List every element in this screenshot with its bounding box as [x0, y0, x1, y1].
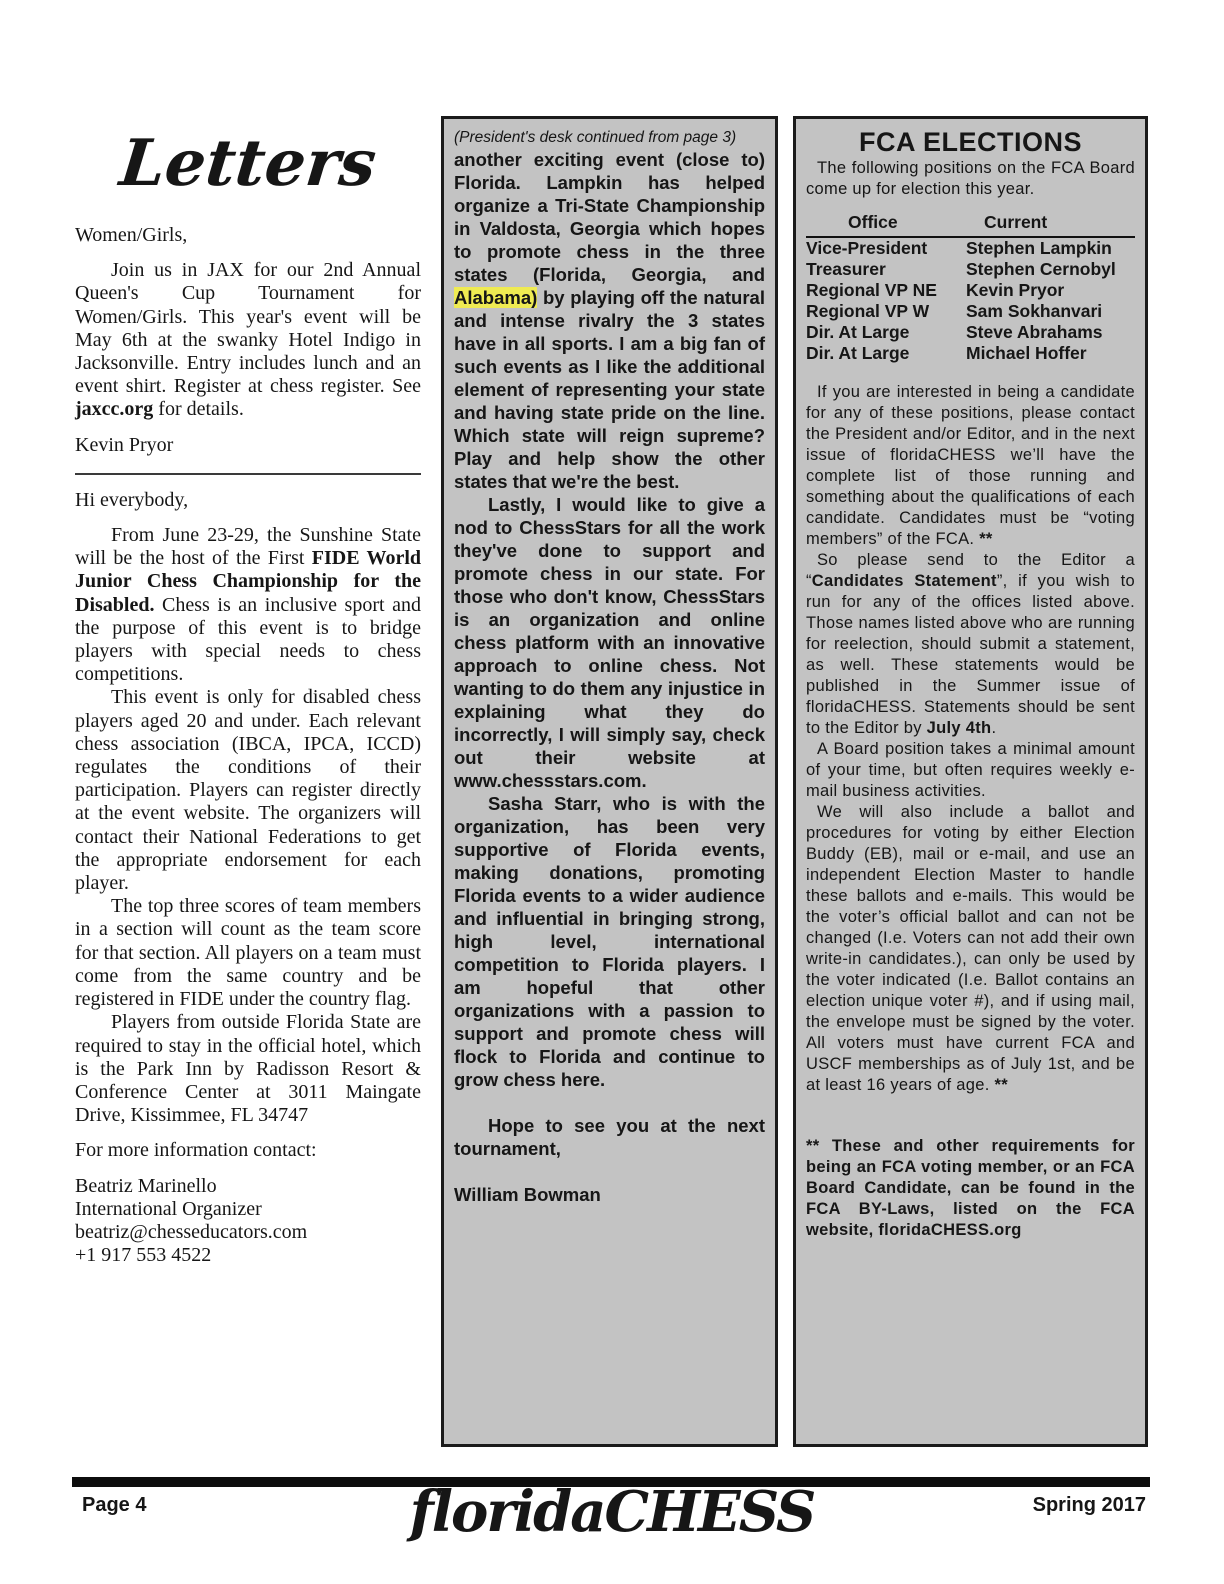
paragraph-segment: From June 23-29, the Sunshine State will be the host of the First — [75, 524, 421, 570]
fca-paragraph-2 — [806, 550, 1135, 739]
letter-divider — [75, 473, 421, 475]
fca-elections-panel — [793, 116, 1148, 1447]
contact-phone: +1 917 553 4522 — [75, 1244, 212, 1267]
office-cell: Dir. At Large — [806, 343, 910, 363]
magazine-logo: floridaCHESS — [409, 1479, 815, 1545]
paragraph-segment: If you are interested in being a candidate for any of these positions, please contact the President and/or Editor, and in the next issue of floridaCHESS we’ll have the complete list of those running and something about the qualifications of each candidate. Candidates must be “voting members” of the FCA. — [806, 383, 1135, 548]
bold-text: jaxcc.org — [75, 398, 154, 421]
office-cell: Regional VP W — [806, 301, 930, 321]
presidents-desk-panel — [441, 116, 778, 1447]
footnote-marker: ** — [994, 1076, 1008, 1094]
current-cell: Stephen Lampkin — [966, 238, 1112, 258]
current-cell: Sam Sokhanvari — [966, 301, 1103, 321]
letter2-salutation: Hi everybody, — [75, 488, 189, 511]
fca-footnote: ** These and other requirements for being an FCA voting member, or an FCA Board Candidate, can be found in the FCA BY-Laws, listed on the FCA website, floridaCHESS.org — [806, 1137, 1135, 1239]
presidents-desk-paragraph-2: Lastly, I would like to give a nod to ChessStars for all the work they've done to support and promote chess in our state. For those who don't know, ChessStars is an organization and online chess platform with an innovative approach to online chess. Not wanting to do them any injustice in explaining what they do incorrectly, I will simply say, check out their website at www.chessstars.com. — [454, 494, 765, 791]
letter1-signature: Kevin Pryor — [75, 433, 174, 456]
office-cell: Treasurer — [806, 259, 886, 279]
contact-intro: For more information contact: — [75, 1139, 317, 1162]
paragraph-segment: . — [991, 719, 997, 737]
table-row — [806, 343, 1135, 364]
office-cell: Dir. At Large — [806, 322, 910, 342]
paragraph-segment: for details. — [153, 398, 244, 421]
office-cell: Vice-President — [806, 238, 928, 258]
fca-elections-title: FCA ELECTIONS — [858, 127, 1082, 157]
office-cell: Regional VP NE — [806, 280, 937, 300]
presidents-desk-paragraph-1 — [454, 148, 765, 493]
table-row — [806, 259, 1135, 280]
letter2-paragraph-3: The top three scores of team members in a section will count as the team score for that section. All players on a team must come from the same country and be registered in FIDE under the country flag. — [75, 895, 421, 1011]
table-row — [806, 301, 1135, 322]
fca-positions-table — [806, 212, 1135, 364]
table-header-row — [806, 212, 1135, 238]
paragraph-segment: Chess is an inclusive sport and the purpose of this event is to bridge players with special needs to chess competitions. — [75, 593, 421, 686]
fca-paragraph-3: A Board position takes a minimal amount of your time, but often requires weekly e-mail business activities. — [806, 740, 1135, 800]
bold-text: July 4th — [926, 719, 992, 737]
column-header-current: Current — [984, 212, 1048, 232]
paragraph-segment: So please send to the Editor a “ — [806, 551, 1135, 590]
table-row — [806, 280, 1135, 301]
contact-block — [75, 1175, 421, 1268]
paragraph-segment: by playing off the natural and intense rivalry the 3 states have in all sports. I am a big fan of such events as I like the additional element of representing your state and having state pride on the line. Which state will reign supreme? Play and help show the other states that we're the best. — [454, 287, 765, 492]
fca-paragraph-1 — [806, 382, 1135, 550]
paragraph-segment: another exciting event (close to) Florida. Lampkin has helped organize a Tri-State Championship in Valdosta, Georgia which hopes to promote chess in the three states (Florida, Georgia, and — [454, 149, 765, 285]
fca-paragraph-4 — [806, 802, 1135, 1096]
presidents-desk-paragraph-3: Sasha Starr, who is with the organization, has been very supportive of Florida events, making donations, promoting Florida events to a wider audience and influential in bringing strong, high level, international competition to Florida players. I am hopeful that other organizations with a passion to support and promote chess will flock to Florida and continue to grow chess here. — [454, 793, 765, 1090]
letter2-paragraph-2: This event is only for disabled chess players aged 20 and under. Each relevant chess association (IBCA, IPCA, ICCD) regulates the conditions of their participation. Players can register directly at the event website. The organizers will contact their National Federations to get the appropriate endorsement for each player. — [75, 686, 421, 895]
table-row — [806, 322, 1135, 343]
footnote-marker: ** — [979, 530, 993, 548]
continued-from-note: (President's desk continued from page 3) — [454, 129, 737, 146]
current-cell: Stephen Cernobyl — [966, 259, 1116, 279]
current-cell: Kevin Pryor — [966, 280, 1065, 300]
paragraph-segment: ”, if you wish to run for any of the offices listed above. Those names listed above who are running for reelection, should submit a statement, as well. These statements would be published in the Summer issue of floridaCHESS. Statements should be sent to the Editor by — [806, 572, 1135, 737]
letter1-paragraph — [75, 259, 421, 421]
paragraph-segment: We will also include a ballot and procedures for voting by either Election Buddy (EB), mail or e-mail, and use an independent Election Master to handle these ballots and e-mails. This would be the voter’s official ballot and can not be changed (I.e. Voters can not add their own write-in candidates.), can only be used by the voter indicated (I.e. Ballot contains an election unique voter #), and if using mail, the envelope must be signed by the voter. All voters must have current FCA and USCF memberships as of July 1st, and be at least 16 years of age. — [806, 803, 1135, 1094]
letter2-paragraph-1 — [75, 524, 421, 686]
letters-column — [75, 118, 421, 1267]
contact-email: beatriz@chesseducators.com — [75, 1220, 308, 1243]
footer-page-number: Page 4 — [82, 1494, 147, 1516]
contact-role: International Organizer — [75, 1197, 262, 1220]
current-cell: Michael Hoffer — [966, 343, 1087, 363]
highlighted-text: Alabama) — [454, 287, 538, 308]
bold-text: FIDE World Junior Chess Championship for the Disabled. — [75, 547, 421, 616]
presidents-desk-closing: Hope to see you at the next tournament, — [454, 1115, 765, 1159]
letters-heading: Letters — [116, 126, 380, 201]
column-header-office: Office — [848, 212, 898, 232]
bold-text: Candidates Statement — [811, 572, 997, 590]
footer-issue: Spring 2017 — [1032, 1494, 1146, 1516]
contact-name: Beatriz Marinello — [75, 1174, 217, 1197]
paragraph-segment: Join us in JAX for our 2nd Annual Queen's Cup Tournament for Women/Girls. This year's event will be May 6th at the swanky Hotel Indigo in Jacksonville. Entry includes lunch and an event shirt. Register at chess register. See — [75, 259, 421, 398]
letter1-salutation: Women/Girls, — [75, 224, 188, 246]
letter2-paragraph-4: Players from outside Florida State are required to stay in the official hotel, which is the Park Inn by Radisson Resort & Conference Center at 3011 Maingate Drive, Kissimmee, FL 34747 — [75, 1011, 421, 1127]
current-cell: Steve Abrahams — [966, 322, 1103, 342]
fca-intro: The following positions on the FCA Board come up for election this year. — [806, 159, 1135, 198]
presidents-desk-signature: William Bowman — [454, 1184, 601, 1205]
table-row — [806, 238, 1135, 259]
